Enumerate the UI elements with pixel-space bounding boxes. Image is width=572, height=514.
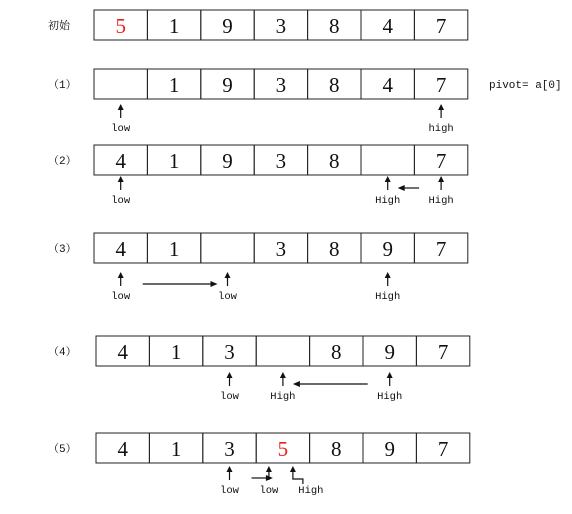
array-row-3 xyxy=(48,233,468,303)
pointer-low xyxy=(259,466,279,497)
arrow-line xyxy=(293,471,303,484)
move-arrow xyxy=(398,185,419,191)
row-label: 初始 xyxy=(48,21,70,33)
cell-value: 9 xyxy=(222,14,233,38)
cell-value: 4 xyxy=(382,14,393,38)
cell-value: 1 xyxy=(170,437,182,461)
pointer-low xyxy=(220,372,240,403)
pointer-label: High xyxy=(377,391,403,403)
cell-value: 7 xyxy=(435,14,447,38)
pointer-low xyxy=(220,466,240,497)
cell-value: 4 xyxy=(117,340,128,364)
cell-value: 9 xyxy=(384,340,395,364)
cell-value: 8 xyxy=(331,340,342,364)
pointer-low xyxy=(218,272,238,303)
pointer-low xyxy=(111,104,131,135)
cell-value: 4 xyxy=(117,437,128,461)
pointer-high xyxy=(428,104,453,135)
move-head xyxy=(211,281,218,287)
cell-value: 8 xyxy=(331,437,342,461)
pointer-label: low xyxy=(220,391,239,403)
cell-value: 3 xyxy=(275,14,287,38)
array-row-0 xyxy=(48,10,468,40)
cell-value: 8 xyxy=(329,73,340,97)
pointer-high xyxy=(290,466,324,497)
pointer-label: High xyxy=(375,291,401,303)
pointer-high xyxy=(270,372,295,403)
array-row-4 xyxy=(48,336,470,403)
cell-value: 7 xyxy=(435,73,447,97)
array-cell xyxy=(256,336,309,366)
row-label: （2） xyxy=(48,156,77,168)
cell-value: 9 xyxy=(382,237,393,261)
cell-value: 7 xyxy=(437,340,449,364)
array-row-1 xyxy=(48,69,468,135)
pointer-label: High xyxy=(375,195,401,207)
pointer-low xyxy=(111,176,131,207)
pointer-label: low xyxy=(111,123,131,135)
pointer-high xyxy=(428,176,453,207)
move-arrow xyxy=(143,281,218,287)
cell-value: 3 xyxy=(275,149,287,173)
pointer-label: high xyxy=(428,123,454,135)
cell-value: 9 xyxy=(222,73,233,97)
array-cell xyxy=(361,145,414,175)
move-arrow xyxy=(252,475,273,481)
cell-value: 1 xyxy=(168,149,180,173)
pointer-label: High xyxy=(428,195,454,207)
pointer-high xyxy=(375,176,400,207)
pointer-label: low xyxy=(111,195,131,207)
cell-value: 1 xyxy=(168,237,180,261)
cell-value: 3 xyxy=(275,73,287,97)
cell-value: 3 xyxy=(224,340,235,364)
pointer-label: low xyxy=(218,291,237,303)
pointer-low xyxy=(111,272,131,303)
array-row-2 xyxy=(48,145,468,207)
cell-value: 7 xyxy=(435,149,447,173)
move-arrow xyxy=(293,381,368,387)
cell-value: 3 xyxy=(275,237,287,261)
cell-value: 5 xyxy=(115,14,126,38)
array-row-5 xyxy=(48,433,470,497)
pivot-annotation: pivot= a[0] xyxy=(489,80,562,92)
cell-value: 7 xyxy=(435,237,447,261)
array-cell xyxy=(94,69,147,99)
pointer-label: low xyxy=(220,485,239,497)
cell-value: 4 xyxy=(115,237,126,261)
row-label: （4） xyxy=(48,347,77,359)
cell-value: 3 xyxy=(224,437,235,461)
move-head xyxy=(398,185,405,191)
cell-value: 8 xyxy=(329,14,340,38)
cell-value: 4 xyxy=(382,73,393,97)
array-cell xyxy=(201,233,254,263)
pointer-high xyxy=(377,372,402,403)
cell-value: 1 xyxy=(168,73,180,97)
pointer-label: low xyxy=(259,485,279,497)
cell-value: 8 xyxy=(329,237,340,261)
pointer-label: High xyxy=(298,485,324,497)
cell-value: 5 xyxy=(277,437,289,461)
cell-value: 7 xyxy=(437,437,449,461)
pointer-label: High xyxy=(270,391,296,403)
pointer-label: low xyxy=(111,291,131,303)
move-head xyxy=(293,381,300,387)
row-label: （3） xyxy=(48,244,77,256)
row-label: （1） xyxy=(48,80,77,92)
cell-value: 1 xyxy=(170,340,182,364)
row-label: （5） xyxy=(48,444,77,456)
cell-value: 8 xyxy=(329,149,340,173)
cell-value: 9 xyxy=(222,149,233,173)
cell-value: 9 xyxy=(384,437,395,461)
cell-value: 1 xyxy=(168,14,180,38)
cell-value: 4 xyxy=(115,149,126,173)
pointer-high xyxy=(375,272,400,303)
